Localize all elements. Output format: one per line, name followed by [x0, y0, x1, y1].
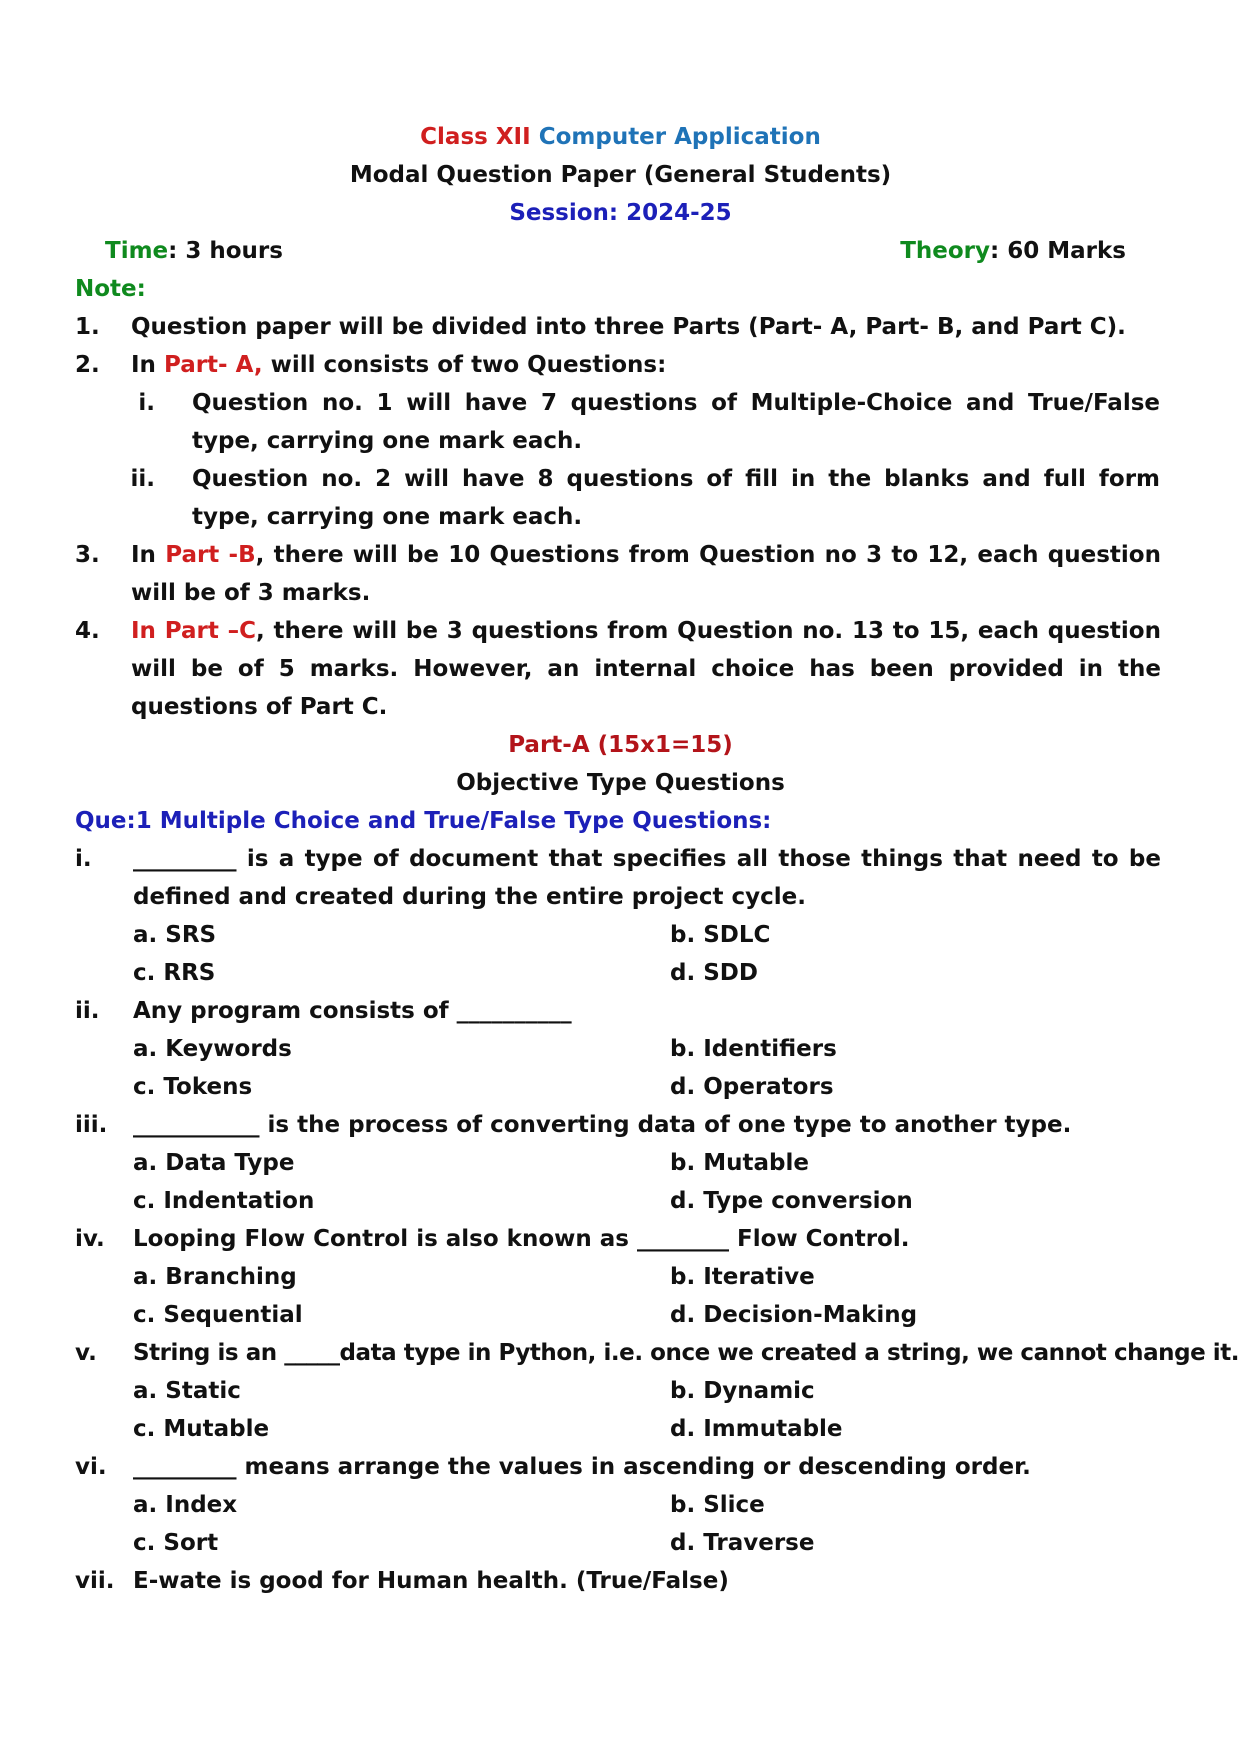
question-text: _________ means arrange the values in ascending or descending order. [133, 1454, 1031, 1480]
option-c: c. Tokens [133, 1074, 253, 1100]
option-d: d. Decision-Making [670, 1302, 918, 1328]
theory-label: Theory [900, 238, 991, 264]
time-info [105, 232, 283, 270]
option-c: c. Indentation [133, 1188, 315, 1214]
page-subtitle: Modal Question Paper (General Students) [349, 162, 892, 188]
question-number: iii. [75, 1112, 108, 1138]
time-label: Time [105, 238, 169, 264]
option-d: d. SDD [670, 960, 758, 986]
part-a-heading: Part-A (15x1=15) [508, 732, 733, 758]
note-text-post: , there will be 10 Questions from Question no 3 to 12, each question will be of 3 marks. [131, 542, 1161, 606]
note-text: Question paper will be divided into three Parts (Part- A, Part- B, and Part C). [131, 314, 1126, 340]
option-c: c. RRS [133, 960, 216, 986]
option-c: c. Mutable [133, 1416, 270, 1442]
option-b: b. SDLC [670, 922, 771, 948]
part-b-highlight: Part -B [165, 542, 256, 568]
note-label: Note: [75, 276, 146, 302]
subnote-number: ii. [130, 466, 155, 492]
option-b: b. Iterative [670, 1264, 815, 1290]
option-d: d. Traverse [670, 1530, 815, 1556]
question-text: ___________ is the process of converting data of one type to another type. [133, 1112, 1072, 1138]
session-label: Session: 2024-25 [509, 200, 732, 226]
note-number: 2. [75, 352, 100, 378]
note-text-post: , there will be 3 questions from Question no. 13 to 15, each question will be of 5 marks. However, an internal choice has been provided in the questions of Part C. [131, 618, 1161, 720]
option-a: a. Data Type [133, 1150, 295, 1176]
question-number: i. [75, 846, 92, 872]
option-a: a. SRS [133, 922, 217, 948]
note-number: 3. [75, 542, 100, 568]
subnote-number: i. [138, 390, 155, 416]
title-class: Class XII [420, 124, 531, 150]
question-number: vi. [75, 1454, 107, 1480]
question-text: Looping Flow Control is also known as ________ Flow Control. [133, 1226, 910, 1252]
page-title [0, 118, 1241, 156]
subnote-text: Question no. 1 will have 7 questions of Multiple-Choice and True/False type, carrying one mark each. [192, 390, 1160, 454]
option-b: b. Slice [670, 1492, 765, 1518]
theory-value: : 60 Marks [990, 238, 1126, 264]
time-value: : 3 hours [168, 238, 283, 264]
question-text: String is an _____data type in Python, i.e. once we created a string, we cannot change it. [133, 1340, 1240, 1366]
title-subject: Computer Application [538, 124, 821, 150]
option-a: a. Keywords [133, 1036, 292, 1062]
question-number: ii. [75, 998, 100, 1024]
option-d: d. Operators [670, 1074, 834, 1100]
option-b: b. Mutable [670, 1150, 809, 1176]
note-text-post: will consists of two Questions: [262, 352, 667, 378]
part-a-highlight: Part- A, [163, 352, 263, 378]
option-d: d. Immutable [670, 1416, 843, 1442]
question-number: v. [75, 1340, 97, 1366]
option-d: d. Type conversion [670, 1188, 913, 1214]
option-b: b. Dynamic [670, 1378, 815, 1404]
note-text [131, 346, 1161, 384]
question-number: vii. [75, 1568, 115, 1594]
theory-info [900, 232, 1126, 270]
option-a: a. Branching [133, 1264, 297, 1290]
option-c: c. Sequential [133, 1302, 303, 1328]
option-a: a. Index [133, 1492, 238, 1518]
note-text [131, 536, 1161, 612]
subnote-text: Question no. 2 will have 8 questions of fill in the blanks and full form type, carrying one mark each. [192, 466, 1160, 530]
option-c: c. Sort [133, 1530, 219, 1556]
option-b: b. Identifiers [670, 1036, 837, 1062]
note-text-pre: In [131, 352, 164, 378]
note-text-pre: In [131, 542, 166, 568]
option-a: a. Static [133, 1378, 241, 1404]
question-number: iv. [75, 1226, 105, 1252]
question-text: E-wate is good for Human health. (True/False) [133, 1568, 729, 1594]
note-text [131, 612, 1161, 726]
note-number: 4. [75, 618, 100, 644]
question-text: Any program consists of __________ [133, 998, 572, 1024]
question-1-heading: Que:1 Multiple Choice and True/False Type Questions: [75, 808, 772, 834]
question-text: _________ is a type of document that specifies all those things that need to be defined and created during the entire project cycle. [133, 846, 1161, 910]
part-a-subheading: Objective Type Questions [456, 770, 785, 796]
part-c-highlight: In Part –C [131, 618, 256, 644]
note-number: 1. [75, 314, 100, 340]
